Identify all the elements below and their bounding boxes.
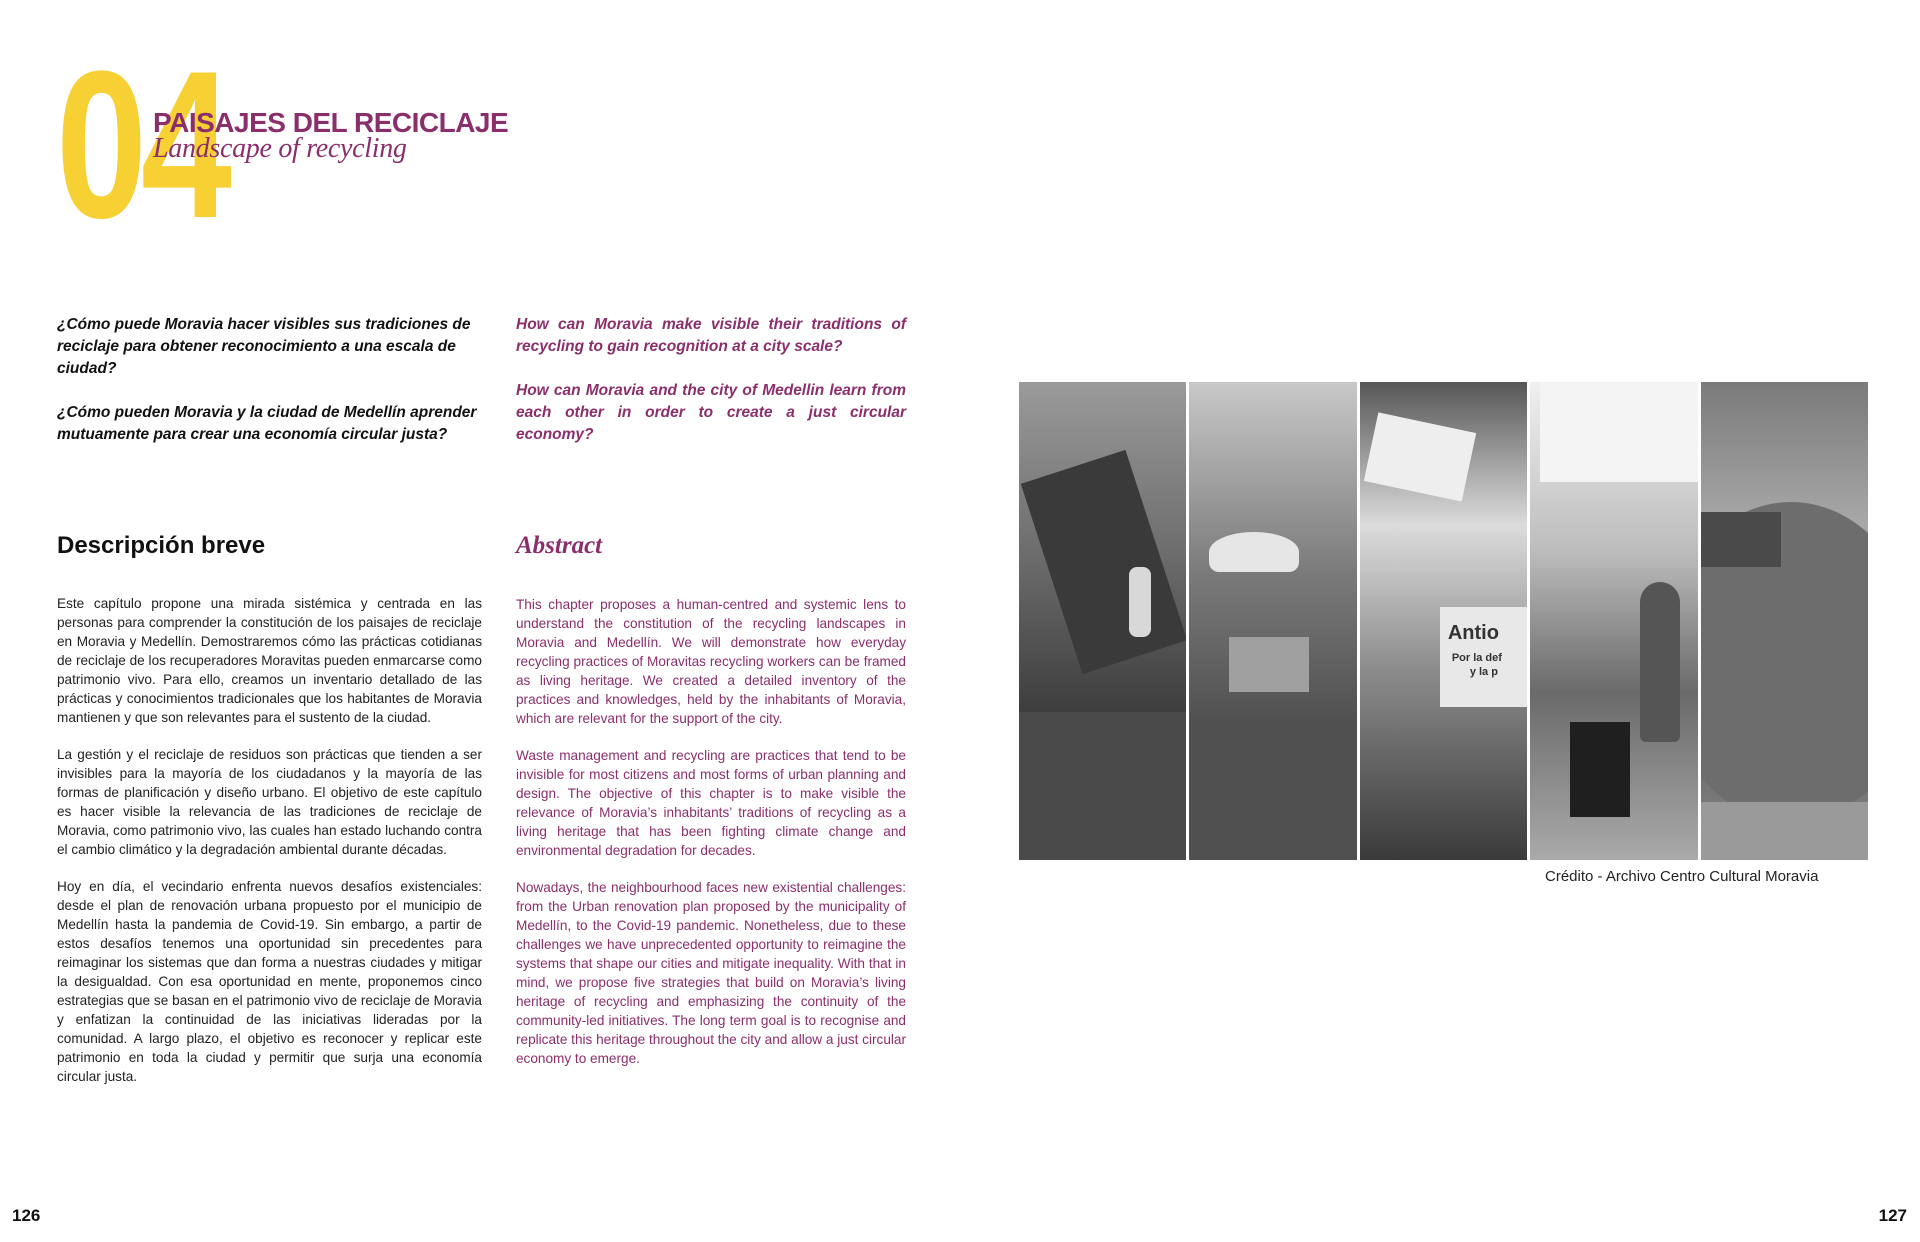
photo-sign-text: y la p bbox=[1469, 666, 1498, 678]
photo-shape bbox=[1209, 532, 1299, 572]
page-number-left: 126 bbox=[12, 1206, 41, 1225]
photo-landfill-workers bbox=[1019, 382, 1186, 860]
abstract-paragraph: This chapter proposes a human-centred and systemic lens to understand the constitution of the recycling landscapes in Moravia and Medellín. We will demonstrate how everyday recycling practices of Moravitas recycling workers can be framed as living heritage. We created a detailed inventory of the practices and knowledges, held by the inhabitants of Moravia, which are relevant for the support of the city. bbox=[516, 597, 906, 726]
questions-spanish bbox=[57, 314, 482, 468]
questions-english bbox=[516, 314, 906, 468]
question-es-2: ¿Cómo pueden Moravia y la ciudad de Medellín aprender mutuamente para crear una economía circular justa? bbox=[57, 404, 477, 443]
abstract-heading: Abstract bbox=[516, 532, 603, 559]
photo-credit: Crédito - Archivo Centro Cultural Moravia bbox=[1545, 868, 1819, 885]
abstract-body bbox=[516, 595, 906, 1086]
description-paragraph: La gestión y el reciclaje de residuos son prácticas que tienden a ser invisibles para la mayoría de los ciudadanos y la mayoría de las formas de planificación y diseño urbano. El objetivo de este capítulo es hacer visible la relevancia de las tradiciones de reciclaje de Moravia, como patrimonio vivo, las cuales han estado luchando contra el cambio climático y la degradación ambiental durante décadas. bbox=[57, 747, 482, 857]
photo-brick-worker bbox=[1189, 382, 1356, 860]
photo-shape bbox=[1129, 567, 1151, 637]
photo-shape bbox=[1701, 512, 1781, 567]
photo-shape bbox=[1570, 722, 1630, 817]
photo-shape bbox=[1540, 382, 1697, 482]
photo-shape bbox=[1229, 637, 1309, 692]
photo-shape bbox=[1189, 722, 1356, 860]
question-en-2: How can Moravia and the city of Medellin learn from each other in order to create a just circular economy? bbox=[516, 382, 906, 443]
photo-street-speaker bbox=[1530, 382, 1697, 860]
abstract-paragraph: Nowadays, the neighbourhood faces new existential challenges: from the Urban renovation plan proposed by the municipality of Medellín, to the Covid-19 pandemic. Nonetheless, due to these challenges we have unprecedented opportunity to reimagine the systems that shape our cities and mitigate inequality. With that in mind, we propose five strategies that build on Moravia’s living heritage of recycling and emphasizing the continuity of the community-led initiatives. The long term goal is to recognise and replicate this heritage throughout the city and allow a just circular economy to emerge. bbox=[516, 880, 906, 1066]
photo-aerial-hill bbox=[1701, 382, 1868, 860]
description-paragraph: Hoy en día, el vecindario enfrenta nuevos desafíos existenciales: desde el plan de renovación urbana propuesto por el municipio de Medellín hasta la pandemia de Covid-19. Sin embargo, a partir de estos desafíos tenemos una oportunidad sin precedentes para reimaginar los sistemas que dan forma a nuestras ciudades y mitigar la desigualdad. Con esa oportunidad en mente, proponemos cinco estrategias que se basan en el patrimonio vivo de reciclaje de Moravia y enfatizan la continuidad de las iniciativas lideradas por la comunidad. A largo plazo, el objetivo es reconocer y replicar este patrimonio en toda la ciudad y permitir que surja una economía circular justa. bbox=[57, 879, 482, 1084]
abstract-paragraph: Waste management and recycling are practices that tend to be invisible for most citizens and most forms of urban planning and design. The objective of this chapter is to make visible the relevance of Moravia’s inhabitants’ traditions of recycling as a living heritage that has been fighting climate change and environmental degradation for decades. bbox=[516, 748, 906, 858]
chapter-number: 04 bbox=[56, 27, 226, 262]
page-number-right: 127 bbox=[1878, 1206, 1907, 1225]
photo-sign-text: Por la def bbox=[1451, 652, 1502, 664]
description-heading: Descripción breve bbox=[57, 532, 266, 559]
photo-protest-march bbox=[1360, 382, 1527, 860]
chapter-title: PAISAJES DEL RECICLAJE bbox=[153, 107, 509, 138]
description-body bbox=[57, 594, 482, 1104]
description-paragraph: Este capítulo propone una mirada sistémica y centrada en las personas para comprender la constitución de los paisajes de reciclaje en Moravia y Medellín. Demostraremos cómo las prácticas cotidianas de reciclaje de los recuperadores Moravitas pueden enmarcarse como patrimonio vivo. Para ello, creamos un inventario detallado de las prácticas y conocimientos tradicionales que los habitantes de Moravia mantienen y que son relevantes para el sustento de la ciudad. bbox=[57, 596, 482, 725]
photo-shape bbox=[1019, 712, 1186, 860]
chapter-subtitle: Landscape of recycling bbox=[153, 133, 407, 164]
question-es-1: ¿Cómo puede Moravia hacer visibles sus tradiciones de reciclaje para obtener reconocimiento a una escala de ciudad? bbox=[57, 316, 471, 377]
photo-collage bbox=[1019, 382, 1868, 860]
photo-shape bbox=[1364, 412, 1476, 501]
photo-sign-text: Antio bbox=[1447, 622, 1499, 644]
photo-shape bbox=[1640, 582, 1680, 742]
photo-shape bbox=[1021, 450, 1187, 674]
question-en-1: How can Moravia make visible their traditions of recycling to gain recognition at a city scale? bbox=[516, 316, 906, 355]
photo-shape bbox=[1701, 802, 1868, 860]
